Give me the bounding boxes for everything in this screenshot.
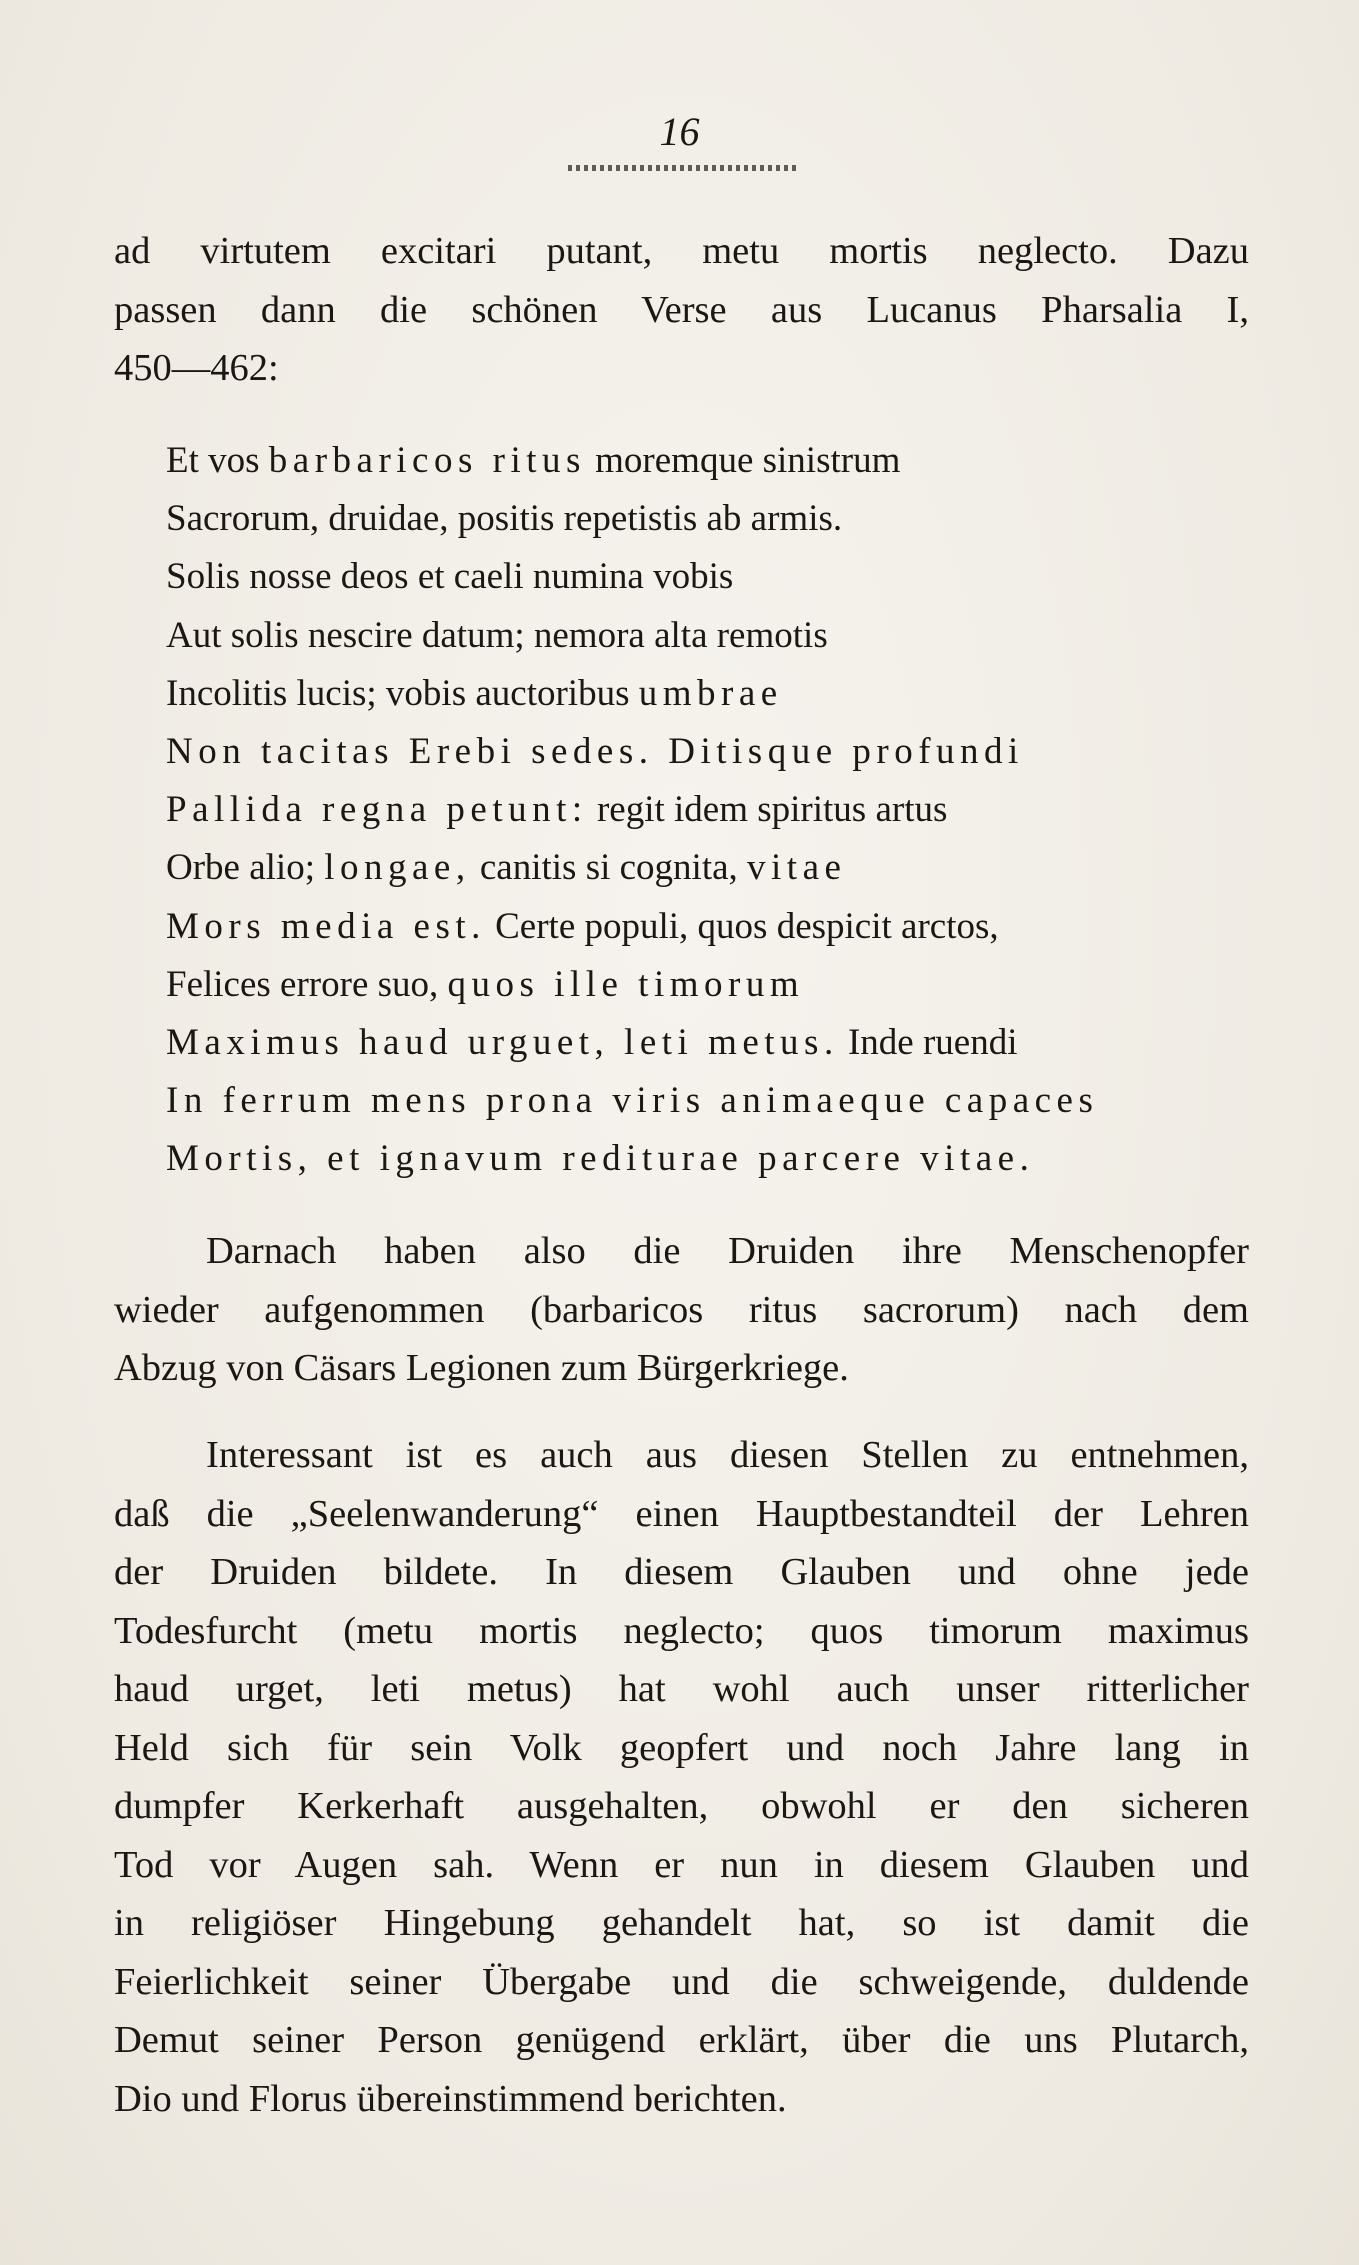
text-line: Abzug von Cäsars Legionen zum Bürgerkriege. <box>114 1347 849 1389</box>
text-line: passen dann die schönen Verse aus Lucanus Pharsalia I, <box>114 288 1249 331</box>
intro-paragraph <box>114 222 1249 398</box>
verse-line <box>166 665 1098 723</box>
text-line: 450—462: <box>114 347 279 389</box>
text-line: daß die „Seelenwanderung“ einen Hauptbestandteil der Lehren <box>114 1492 1249 1535</box>
text-line: Todesfurcht (metu mortis neglecto; quos timorum maximus <box>114 1609 1249 1652</box>
spaced-emphasis-text: Mortis, et ignavum rediturae parcere vitae. <box>166 1138 1035 1180</box>
verse-text: Et vos <box>166 440 269 481</box>
verse-text: moremque sinistrum <box>585 440 901 481</box>
paragraph-interessant <box>114 1426 1249 2128</box>
verse-text: Sacrorum, druidae, positis repetistis ab armis. <box>166 498 843 540</box>
spaced-emphasis-text: umbrae <box>638 672 783 714</box>
verse-line <box>166 548 1098 606</box>
text-line: haud urget, leti metus) hat wohl auch unser ritterlicher <box>114 1668 1249 1710</box>
verse-line <box>166 607 1098 665</box>
latin-verse-block <box>166 432 1098 1188</box>
spaced-emphasis-text: Maximus haud urguet, leti metus. <box>166 1021 839 1063</box>
verse-line <box>166 898 1098 956</box>
text-line: dumpfer Kerkerhaft ausgehalten, obwohl er den sicheren <box>114 1785 1249 1827</box>
spaced-emphasis-text: Pallida regna petunt: <box>166 789 588 831</box>
verse-line <box>166 723 1098 781</box>
verse-text: Inde ruendi <box>838 1021 1018 1063</box>
verse-text: regit idem spiritus artus <box>587 789 948 831</box>
text-line: Feierlichkeit seiner Übergabe und die schweigende, duldende <box>114 1960 1249 2003</box>
verse-text: Incolitis lucis; vobis auctoribus <box>166 672 639 714</box>
decorative-rule <box>568 165 800 171</box>
verse-line <box>166 1014 1098 1072</box>
text-line: ad virtutem excitari putant, metu mortis neglecto. Dazu <box>114 230 1249 272</box>
text-line: Dio und Florus übereinstimmend berichten. <box>114 2077 787 2120</box>
verse-line <box>166 781 1098 839</box>
verse-text: Felices errore suo, <box>166 963 448 1005</box>
text-line: wieder aufgenommen (barbaricos ritus sacrorum) nach dem <box>114 1288 1249 1331</box>
paragraph-darnach <box>114 1222 1249 1398</box>
verse-line <box>166 1130 1098 1188</box>
verse-text: Aut solis nescire datum; nemora alta remotis <box>166 614 828 656</box>
spaced-emphasis-text: vitae <box>747 847 847 889</box>
text-line: der Druiden bildete. In diesem Glauben und ohne jede <box>114 1551 1249 1593</box>
spaced-emphasis-text: barbaricos ritus <box>268 440 586 481</box>
verse-line <box>166 490 1098 548</box>
text-line: Held sich für sein Volk geopfert und noch Jahre lang in <box>114 1726 1249 1769</box>
spaced-emphasis-text: Mors media est. <box>166 905 486 947</box>
spaced-emphasis-text: In ferrum mens prona viris animaeque capaces <box>166 1080 1099 1122</box>
text-line: Interessant ist es auch aus diesen Stellen zu entnehmen, <box>206 1434 1249 1476</box>
spaced-emphasis-text: Non tacitas Erebi sedes. Ditisque profundi <box>166 730 1024 772</box>
text-line: Demut seiner Person genügend erklärt, über die uns Plutarch, <box>114 2019 1249 2061</box>
verse-line <box>166 1072 1098 1130</box>
page-number: 16 <box>659 109 700 154</box>
verse-line <box>166 839 1098 897</box>
verse-line <box>166 956 1098 1014</box>
spaced-emphasis-text: longae, <box>324 847 471 889</box>
verse-text: Orbe alio; <box>166 847 325 889</box>
text-line: Tod vor Augen sah. Wenn er nun in diesem Glauben und <box>114 1843 1249 1886</box>
text-line: in religiöser Hingebung gehandelt hat, so ist damit die <box>114 1902 1249 1944</box>
verse-text: canitis si cognita, <box>470 847 748 889</box>
text-line: Darnach haben also die Druiden ihre Menschenopfer <box>206 1230 1249 1272</box>
spaced-emphasis-text: quos ille timorum <box>447 963 805 1005</box>
verse-text: Solis nosse deos et caeli numina vobis <box>166 556 734 598</box>
verse-line <box>166 432 1098 490</box>
verse-text: Certe populi, quos despicit arctos, <box>485 905 999 947</box>
